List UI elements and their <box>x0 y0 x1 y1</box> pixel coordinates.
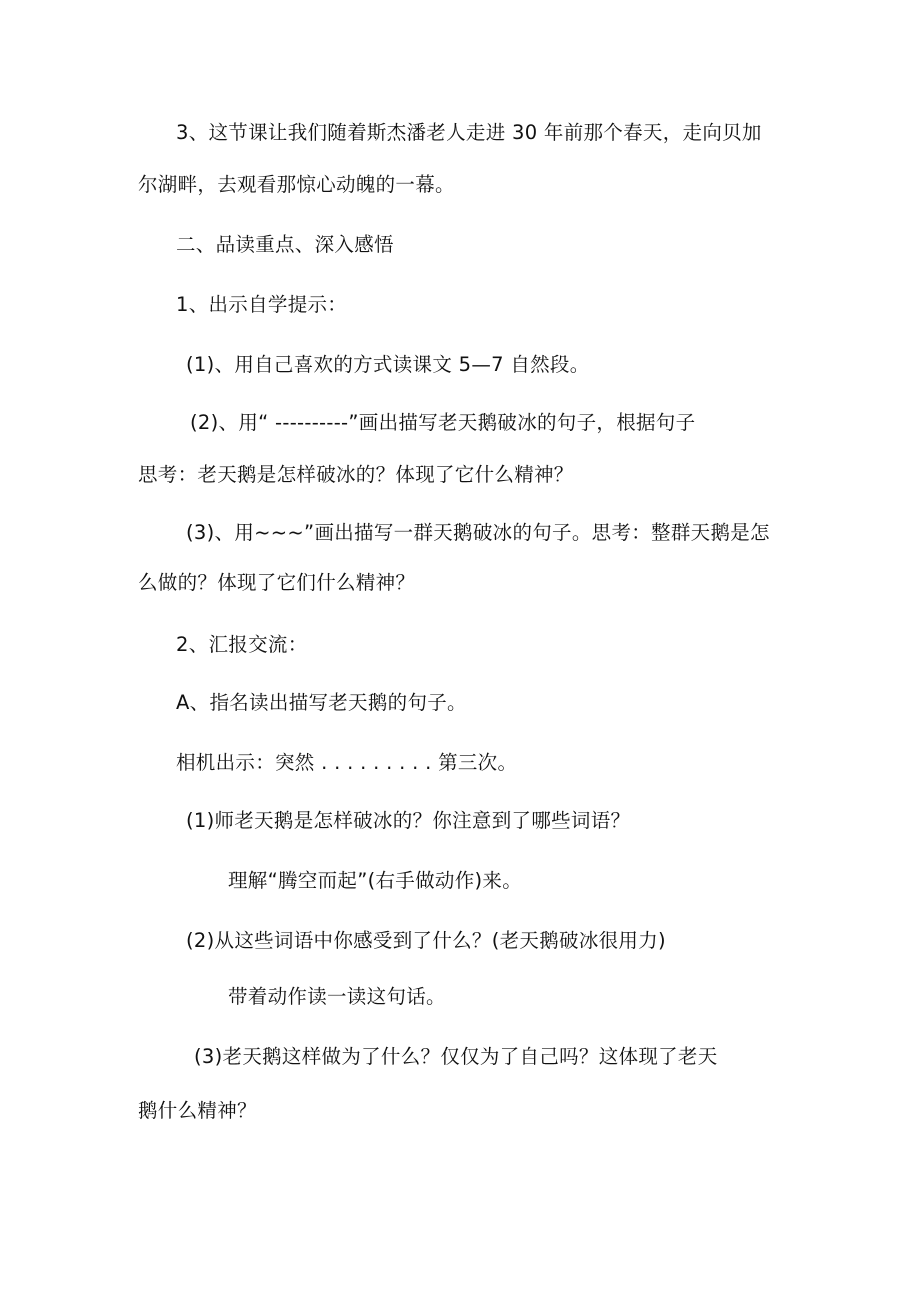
paragraph-3-line-2: 尔湖畔，去观看那惊心动魄的一幕。 <box>138 173 455 196</box>
question-1: (1)师老天鹅是怎样破冰的？你注意到了哪些词语？ <box>186 809 631 832</box>
subitem-1: (1)、用自己喜欢的方式读课文 5—7 自然段。 <box>186 353 590 376</box>
item-a: A、指名读出描写老天鹅的句子。 <box>176 691 467 714</box>
subitem-2-line-2: 思考：老天鹅是怎样破冰的？体现了它什么精神？ <box>138 463 574 486</box>
section-heading-2: 二、品读重点、深入感悟 <box>176 233 394 256</box>
subitem-3-line-1: (3)、用~~~”画出描写一群天鹅破冰的句子。思考：整群天鹅是怎 <box>186 521 770 544</box>
question-3-line-2: 鹅什么精神？ <box>138 1099 257 1122</box>
display-text: 相机出示：突然 . . . . . . . . . 第三次。 <box>176 751 518 774</box>
subitem-2-line-1: (2)、用“ ----------”画出描写老天鹅破冰的句子，根据句子 <box>190 411 696 434</box>
question-2-note: 带着动作读一读这句话。 <box>228 985 446 1008</box>
question-1-note: 理解“腾空而起”(右手做动作)来。 <box>228 869 523 892</box>
paragraph-3-line-1: 3、这节课让我们随着斯杰潘老人走进 30 年前那个春天，走向贝加 <box>176 121 762 144</box>
question-3-line-1: (3)老天鹅这样做为了什么？仅仅为了自己吗？这体现了老天 <box>194 1045 718 1068</box>
item-2-heading: 2、汇报交流： <box>176 633 308 656</box>
question-2: (2)从这些词语中你感受到了什么？(老天鹅破冰很用力) <box>186 929 666 952</box>
item-1-heading: 1、出示自学提示： <box>176 293 348 316</box>
subitem-3-line-2: 么做的？体现了它们什么精神？ <box>138 571 416 594</box>
